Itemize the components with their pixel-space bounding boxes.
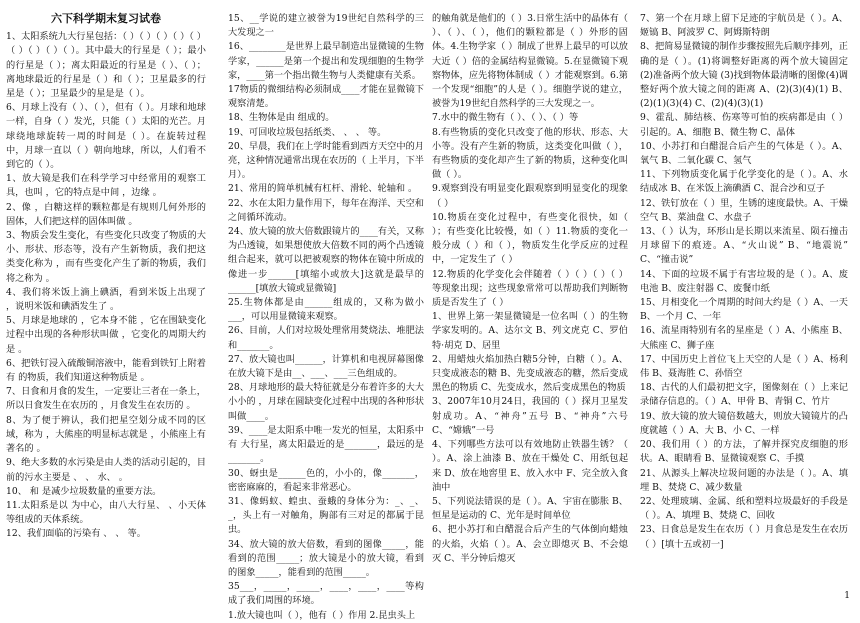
column-3 — [432, 12, 628, 566]
column-4 — [640, 12, 848, 552]
question-item: 1、太阳系统九大行星包括：（ ）（ ）（ ）（ ）（ ）（ ）（ ）（ ）（ ）。其中最大的行星是（ ）；最小的行星是（ ）；离太阳最近的行星是（ ）、（ ）；离地球最近的行星是（ ）和（ ）；卫星最多的行星是（ ）；卫星最少的星是是（ ）。 — [6, 31, 206, 100]
question-item: 39、____是太阳系中唯一发光的恒星，太阳系中有 大行星，离太阳最近的是_______，最远的是_______。 — [228, 424, 424, 465]
question-item: 15、__学说的建立被誉为19世纪自然科学的三大发现之一 — [228, 13, 424, 39]
question-item: 8、把简易显微镜的制作步骤按照先后顺序排列，正确的是（ ）。(1)将调整好距离的两个放大镜固定(2)准备两个放大镜 (3)找到物体最清晰的图像(4)调整好两个放大镜之间的距离 A、(2)(3)(4)(1) B、(2)(1)(3)(4) C、(2)(4)(3)(1) — [640, 41, 848, 110]
question-item: 26、目前，人们对垃圾处理常用焚烧法、堆肥法和_______。 — [228, 325, 424, 351]
question-item: 8、为了便于辨认，我们把星空划分成不同的区域，称为 ，大熊座的明显标志就是 ，小熊座上有著名的 。 — [6, 414, 206, 455]
question-item: 9、绝大多数的水污染是由人类的活动引起的，目前的污水主要是 、 、 水、 。 — [6, 457, 206, 483]
question-item: 16、流星雨特别有名的星座是（ ）A、小熊座 B、大熊座 C、狮子座 — [640, 325, 848, 351]
question-item: 13、（ ）认为，环形山是长期以来流星、陨石撞击月球留下的痕迹。A、“火山说” B、“地震说” C、“撞击说” — [640, 226, 848, 266]
column-1 — [6, 12, 206, 542]
question-item: 2、用蜡烛火焰加热白糖5分钟，白糖（ ）。A、只变成液态的糖 B、先变成液态的糖，然后变成黑色的物质 C、先变成水，然后变成黑色的物质 — [432, 353, 628, 394]
question-item: 31、像蚂蚁、蝗虫、蚕蛾的身体分为：_、_、_，头上有一对触角，胸部有三对足的都属于昆虫。 — [228, 495, 424, 536]
question-item: 2、像 ，白糖这样的颗粒都是有规则几何外形的固体，人们把这样的固体叫做 。 — [6, 201, 206, 227]
question-item: 12、我们面临的污染有 、 、 等。 — [6, 528, 146, 540]
question-item: 6、把小苏打和白醋混合后产生的气体倒向蜡烛的火焰，火焰（ ）。A、会立即熄灭 B、不会熄灭 C、半分钟后熄灭 — [432, 524, 628, 564]
question-item: 30、蚜虫是______色的，小小的，像_______，密密麻麻的，看起来非常恶心。 — [228, 467, 424, 493]
question-item: 7.水中的微生物有（ ）、（ ）、（ ）等 — [432, 112, 579, 124]
question-item: 1、放大镜是我们在科学学习中经常用的观察工具，也叫 ，它的特点是中间 ，边缘 。 — [6, 173, 206, 199]
question-item: 15、月相变化一个周期的时间大约是（ ）A、一天 B、一个月 C、一年 — [640, 297, 848, 323]
question-item: 21、从源头上解决垃圾问题的办法是（ ）。A、填埋 B、焚烧 C、减少数量 — [640, 467, 848, 493]
question-item: 9、霍乱、肺结核、伤寒等可怕的疾病都是由（ ）引起的。A、细胞 B、微生物 C、晶体 — [640, 112, 848, 138]
question-item: 1、世界上第一架显微镜是一位名叫（ ）的生物学家发明的。A、达尔文 B、列文虎克 C、罗伯特·胡克 D、居里 — [432, 311, 628, 351]
question-item: 10、 和 是减少垃圾数量的重要方法。 — [6, 485, 162, 497]
question-item: 8.有些物质的变化只改变了他的形状、形态、大小等。没有产生新的物质，这类变化叫做（ ），有些物质的变化却产生了新的物质，这种变化叫做（ ）。 — [432, 126, 628, 181]
question-item: 28、月球地形的最大特征就是分布着许多的大大小小的 ，月球在圆缺变化过程中出现的各种形状叫做____。 — [228, 382, 424, 422]
question-item: 17、中国历史上首位飞上天空的人是（ ）A、杨利伟 B、聂海胜 C、孙悟空 — [640, 353, 848, 380]
question-item: 3、2007年10月24日，我国的（ ）探月卫星发射成功。A、“神舟”五号 B、“神舟”六号 C、“嫦娥”一号 — [432, 396, 628, 436]
question-item: 34、放大镜的放大倍数，看到的图像_____，能看到的范围_____；放大镜是小的放大镜，看到的图象_____，能看到的范围_____。 — [228, 538, 424, 578]
question-item: 6、月球上没有（ ）、（ ），但有（ ）。月球和地球一样，自身（ ）发光，只能（ ）太阳的光芒。月球绕地球旋转一周的时间是（ ）。在旋转过程中，月球一直以（ ）朝向地球，所以，人们看不到它的（ ）。 — [6, 102, 206, 171]
question-item: 4、下列哪些方法可以有效地防止铁器生锈？（ ）。A、涂上油漆 B、放在干燥处 C、用纸包起来 D、放在地窖里 E、放入水中 F、完全放入食油中 — [432, 439, 628, 493]
question-item: 18、古代的人们最初把文字，图像刻在（ ）上来记录储存信息的。（ ）A、甲骨 B、青铜 C、竹片 — [640, 382, 848, 408]
page-title: 六下科学期末复习试卷 — [51, 12, 161, 25]
question-item: 12.物质的化学变化会伴随着（ ）（ ）（ ）（ ）等现象出现；这些现象常常可以帮助我们判断物质是否发生了（ ） — [432, 268, 628, 309]
question-item: 18、生物体是由 组成的。 — [228, 112, 335, 124]
question-item: 24、放大镜的放大倍数跟镜片的____有关，又称为凸透镜，如果想使放大倍数不同的两个凸透镜组合起来，就可以把被观察的物体在镜中所成的像进一步______[填缩小或放大]这就是最早的______[填放大镜或显微镜] — [228, 226, 424, 294]
question-item: 35___，_____，_____，____，____，____等构成了我们周围的环境。 — [228, 581, 424, 607]
question-item: 6、把铁钉浸入硫酸铜溶液中，能看到铁钉上附着有 的物质，我们知道这种物质是 。 — [6, 357, 206, 384]
question-item: 1.放大镜也叫（ ），他有（ ）作用 2.昆虫头上 — [228, 609, 416, 621]
question-item: 9.观察到没有明显变化跟观察到明显变化的现象（ ） — [432, 183, 628, 209]
column-2 — [228, 12, 424, 623]
question-item: 19、可回收垃圾包括纸类、 、 、 等。 — [228, 126, 387, 138]
question-item: 22、水在太阳力量作用下，每年在海洋、天空和之间循环流动。 — [228, 197, 424, 223]
question-item: 20、我们用（ ）的方法，了解并探究皮细胞的形状。A、眼睛看 B、显微镜观察 C、手摸 — [640, 439, 848, 465]
question-item: 20、早晨，我们在上学时能看到西方天空中的月亮，这种情况通常出现在农历的（ 上半月，下半月）。 — [228, 140, 424, 181]
question-item: 27、放大镜也叫______，计算机和电视屏幕图像在放大镜下是由__、___、___三色组成的。 — [228, 353, 424, 380]
question-item: 5、月球是地球的 ，它本身不能 ，它在围缺变化过程中出现的各种形状叫做 ，它变化的周期大约是 。 — [6, 315, 206, 355]
question-item: 4、我们将米饭上滴上碘酒，看到米饭上出现了 ，说明米饭和碘酒发生了 。 — [6, 286, 206, 313]
question-item: 3、物质会发生变化，有些变化只改变了物质的大小、形状、形态等，没有产生新物质，我们把这类变化称为 ，而有些变化产生了新的物质，我们将之称为 。 — [6, 230, 206, 284]
question-item: 22、处理玻璃、金属、纸和塑料垃圾最好的手段是（ ）。A、填埋 B、焚烧 C、回收 — [640, 495, 848, 522]
question-item: 11.太阳系是以 为中心，由八大行星、 、小天体等组成的天体系统。 — [6, 499, 206, 526]
question-item: 11、下列物质变化属于化学变化的是（ ）。A、水结成冰 B、在米饭上滴碘酒 C、混合沙和豆子 — [640, 169, 848, 195]
question-item: 17物质的微细结构必须制成____才能在显微镜下观察清楚。 — [228, 84, 424, 110]
question-item: 19、放大镜的放大镜倍数越大，则放大镜镜片的凸度就越（ ）A、大 B、小 C、一样 — [640, 410, 848, 436]
question-item: 14、下面的垃圾不属于有害垃圾的是（ ）。A、废电池 B、废注射器 C、废餐巾纸 — [640, 268, 848, 294]
question-item: 10.物质在变化过程中，有些变化很快，如（ ）；有些变化比较慢，如（ ）11.物质的变化一般分成（ ）和（ ），物质发生化学反应的过程中，一定发生了（ ） — [432, 211, 628, 266]
question-item: 10、小苏打和白醋混合后产生的气体是（ ）。A、氧气 B、二氧化碳 C、氢气 — [640, 140, 848, 167]
question-item: 5、下列说法错误的是（ ）。A、宇宙在膨胀 B、恒星是运动的 C、光年是时间单位 — [432, 495, 628, 522]
question-item: 7、第一个在月球上留下足迹的宇航员是（ ）。A、姬镐 B、阿波罗 C、阿姆斯特朗 — [640, 13, 848, 39]
question-item: 16、________是世界上最早制造出显微镜的生物学家，______是第一个提出和发现细胞的生物学家，____第一个指出微生物与人类健康有关系。 — [228, 41, 424, 81]
question-item: 25.生物体都是由______组成的，又称为做小___，可以用显微镜来观察。 — [228, 297, 424, 323]
question-item: 23、日食总是发生在农历（ ）月食总是发生在农历（ ）[填十五或初一] — [640, 524, 848, 550]
question-item: 的触角就是他们的（ ）3.日常生活中的晶体有（ ）、（ ）、（ ），他们的颗粒都是（ ）外形的固体。4.生物学家（ ）制成了世界上最早的可以放大近（ ）倍的金属结构显微镜。5.在显微镜下观察物体，应先将物体制成（ ）才能观察到。6.第一个发现“细胞”的人是（ ）。细胞学说的建立，被誉为19世纪自然科学的三大发现之一。 — [432, 13, 628, 110]
question-item: 21、常用的简单机械有杠杆、滑轮、轮轴和 。 — [228, 183, 418, 195]
question-item: 7、日食和月食的发生，一定要让三者在一条上，所以日食发生在农历的 ，月食发生在农历的 。 — [6, 386, 206, 412]
question-item: 12、铁钉放在（ ）里，生锈的速度最快。A、干燥空气 B、菜油盘 C、水盘子 — [640, 197, 848, 223]
page-number: 1 — [844, 591, 850, 601]
